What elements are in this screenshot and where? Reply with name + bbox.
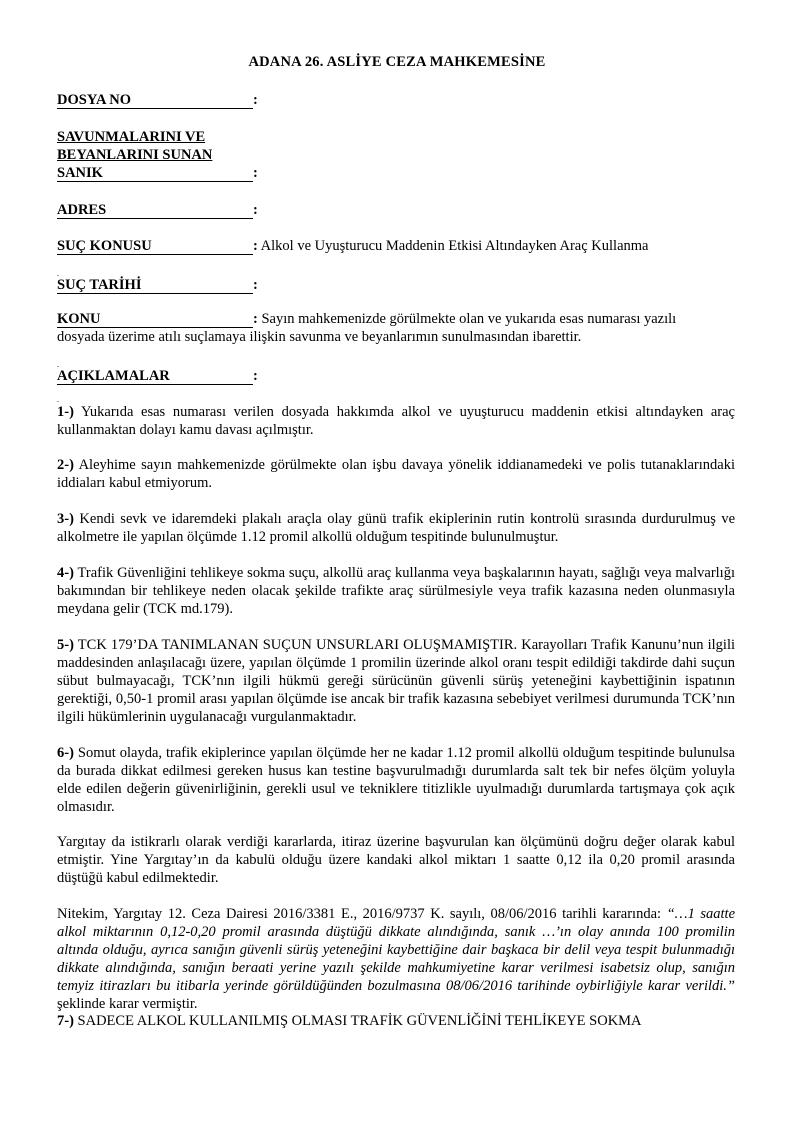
stray-dot: . xyxy=(57,360,59,369)
paragraph-yargitay: Yargıtay da istikrarlı olarak verdiği kararlarda, itiraz üzerine başvurulan kan ölçümünü doğru değer olarak kabul etmiştir. Yine Yargıtay’ın da kabulü olduğu üzere kandaki alkol miktarı 1 saatte 0,12 ila 0,20 promil arasında düştüğü kabul edilmektedir. xyxy=(57,834,735,886)
field-value: Alkol ve Uyuşturucu Maddenin Etkisi Altındayken Araç Kullanma xyxy=(260,238,649,254)
paragraph-number: 1-) xyxy=(57,404,74,420)
field-value-line1: Sayın mahkemenizde görülmekte olan ve yukarıda esas numarası yazılı xyxy=(261,311,677,327)
paragraph-text: Somut olayda, trafik ekiplerince yapılan ölçümde her ne kadar 1.12 promil alkollü olduğum tespitinde bulunulsa da burada dikkat edilmesi gereken husus kan testine başvurulmadığı durumlarda salt tek bir nefes ölçüm yoluyla elde edilen değerin güvenirliğinin, gerekli usul ve tekniklere titizlikle uyulmadığı durumlarda tartışmaya çok açık olmasıdır. xyxy=(57,745,735,815)
field-dosya-no xyxy=(57,91,258,109)
field-colon: : xyxy=(253,92,258,108)
field-konu xyxy=(57,310,735,346)
paragraph-3 xyxy=(57,510,735,546)
paragraph-5 xyxy=(57,636,735,726)
field-colon: : xyxy=(253,311,258,327)
paragraph-text: Aleyhime sayın mahkemenizde görülmekte olan işbu davaya yönelik iddianamedeki ve polis tutanaklarındaki iddiaları kabul etmiyorum. xyxy=(57,457,736,491)
field-label: KONU xyxy=(57,311,253,328)
court-title: ADANA 26. ASLİYE CEZA MAHKEMESİNE xyxy=(248,54,546,70)
field-adres xyxy=(57,201,258,219)
paragraph-number: 5-) xyxy=(57,637,74,653)
sanik-label-line1: SAVUNMALARINI VE xyxy=(57,129,206,145)
paragraph-number: 4-) xyxy=(57,565,74,581)
field-suc-konusu xyxy=(57,237,648,255)
paragraph-nitekim xyxy=(57,905,735,1013)
paragraph-text: TCK 179’DA TANIMLANAN SUÇUN UNSURLARI OLUŞMAMIŞTIR. Karayolları Trafik Kanunu’nun ilgili maddesinden anlaşılacağı üzere, yapılan ölçümde 1 promilin üzerinde alkol oranı tespit edildiği takdirde dahi suçun sübut bulmayacağı, TCK’nın ilgili hükmü gereği sürücünün güvenli sürüş yeteneğini kaybettiğinin ispatının gerektiği, 0,50-1 promil arası yapılan ölçümde ise ancak bir trafik kazasına sebebiyet verilmesi durumunda TCK’nın ilgili hükümlerinin uygulanacağı vurgulanmaktadır. xyxy=(57,637,735,725)
field-label: SUÇ TARİHİ xyxy=(57,277,253,294)
paragraph-text: Trafik Güvenliğini tehlikeye sokma suçu, alkollü araç kullanma veya başkalarının hayatı, sağlığı veya malvarlığı bakımından bir tehlikeye neden olacak şekilde trafikte araç sürülmesiyle veya trafik kazasına neden olunmasıyla meydana gelir (TCK md.179). xyxy=(57,565,735,617)
nitekim-quote: “…1 saatte alkol miktarının 0,12-0,20 promil arasında düştüğü dikkate alındığında, sanık …’ın olay anında 100 promilin altında olduğu, ayrıca sanığın güvenli sürüş yeteneğini kaybettiğine dair başkaca bir delil veya tespit bulunmadığı dikkate alındığında, sanığın beraati yerine yazılı şekilde mahkumiyetine karar verilmesi isabetsiz olup, sanığın temyiz itirazları bu itibarla yerinde görüldüğünden bozulmasına 08/06/2016 tarihinde oybirliğiyle karar verildi.” xyxy=(57,906,736,994)
paragraph-1 xyxy=(57,403,735,439)
field-colon: : xyxy=(253,277,258,293)
paragraph-number: 3-) xyxy=(57,511,74,527)
paragraph-7 xyxy=(57,1012,735,1030)
sanik-label-line2: BEYANLARINI SUNAN xyxy=(57,147,213,163)
field-suc-tarihi xyxy=(57,276,258,294)
stray-dot: . xyxy=(57,395,59,404)
paragraph-text: Yukarıda esas numarası verilen dosyada hakkımda alkol ve uyuşturucu maddenin etkisi altındayken araç kullanmaktan dolayı kamu davası açılmıştır. xyxy=(57,404,735,438)
field-sanik xyxy=(57,164,258,182)
field-label: SUÇ KONUSU xyxy=(57,238,253,255)
paragraph-number: 7-) xyxy=(57,1013,74,1029)
field-colon: : xyxy=(253,202,258,218)
field-colon: : xyxy=(253,165,258,181)
stray-dot: . xyxy=(57,269,59,278)
field-label: AÇIKLAMALAR xyxy=(57,368,253,385)
field-label: DOSYA NO xyxy=(57,92,253,109)
paragraph-4 xyxy=(57,564,735,618)
paragraph-6 xyxy=(57,744,735,816)
field-colon: : xyxy=(253,368,258,384)
paragraph-text: SADECE ALKOL KULLANILMIŞ OLMASI TRAFİK GÜVENLİĞİNİ TEHLİKEYE SOKMA xyxy=(77,1013,642,1029)
field-colon: : xyxy=(253,238,258,254)
field-label: ADRES xyxy=(57,202,253,219)
field-value-line2: dosyada üzerime atılı suçlamaya ilişkin savunma ve beyanlarımın sunulmasından ibarettir. xyxy=(57,329,582,345)
nitekim-outro: şeklinde karar vermiştir. xyxy=(57,996,198,1012)
nitekim-intro: Nitekim, Yargıtay 12. Ceza Dairesi 2016/3381 E., 2016/9737 K. sayılı, 08/06/2016 tarihli kararında: xyxy=(57,906,662,922)
field-label: SANIK xyxy=(57,165,253,182)
paragraph-2 xyxy=(57,456,735,492)
paragraph-text: Kendi sevk ve idaremdeki plakalı araçla olay günü trafik ekiplerinin rutin kontrolü sırasında durdurulmuş ve alkolmetre ile yapılan ölçümde 1.12 promil alkollü olduğum tespitinde bulunulmuştur. xyxy=(57,511,735,545)
paragraph-number: 6-) xyxy=(57,745,74,761)
paragraph-number: 2-) xyxy=(57,457,74,473)
field-sanik-label xyxy=(57,128,253,164)
field-aciklamalar xyxy=(57,367,258,385)
